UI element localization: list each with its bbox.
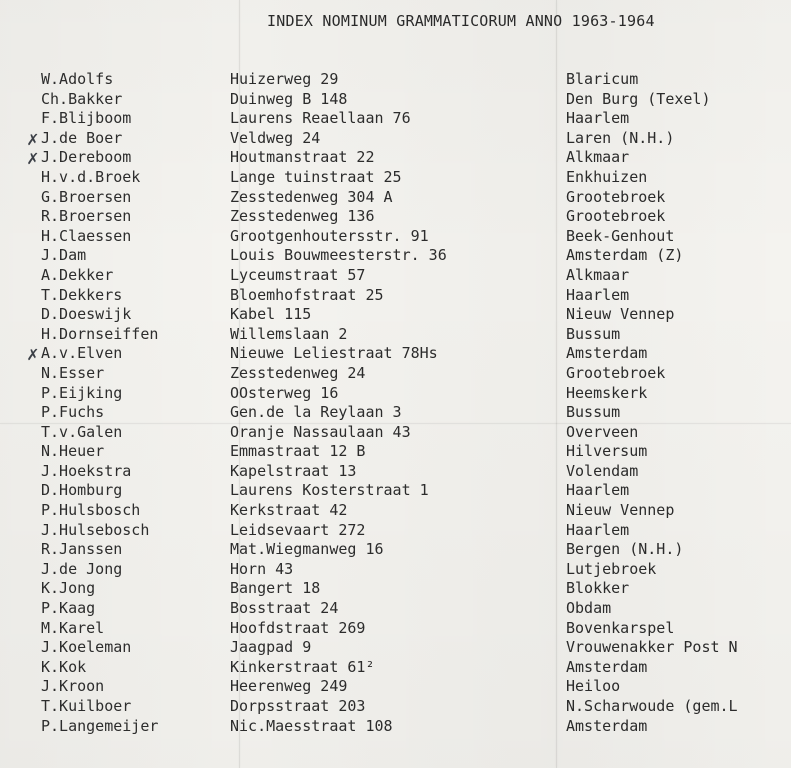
list-item	[0, 384, 791, 404]
student-name: J.Koeleman	[41, 638, 132, 657]
student-name: G.Broersen	[41, 187, 132, 206]
list-item	[0, 579, 791, 599]
street-address: Lyceumstraat 57	[230, 265, 366, 284]
street-address: Zesstedenweg 136	[230, 207, 375, 226]
city: Bergen (N.H.)	[566, 540, 684, 559]
city: Blaricum	[566, 70, 639, 88]
list-item	[0, 481, 791, 501]
student-name: J.de Boer	[41, 128, 123, 147]
city: Haarlem	[566, 285, 630, 304]
city: Amsterdam	[566, 716, 648, 735]
student-name: R.Janssen	[41, 540, 123, 559]
city: Alkmaar	[566, 265, 630, 284]
city: Heiloo	[566, 677, 621, 696]
city: Blokker	[566, 579, 630, 598]
student-name: H.Dornseiffen	[41, 324, 159, 343]
city: Alkmaar	[566, 148, 630, 167]
student-name: M.Karel	[41, 618, 105, 637]
street-address: Heerenweg 249	[230, 677, 348, 696]
student-name: H.Claessen	[41, 226, 132, 245]
student-name: A.Dekker	[41, 265, 114, 284]
list-item	[0, 697, 791, 717]
street-address: Zesstedenweg 304 A	[230, 187, 393, 206]
city: Grootebroek	[566, 187, 666, 206]
city: Grootebroek	[566, 207, 666, 226]
student-name: J.Kroon	[41, 677, 105, 696]
street-address: Grootgenhoutersstr. 91	[230, 226, 429, 245]
list-item	[0, 619, 791, 639]
list-item	[0, 266, 791, 286]
list-item	[0, 638, 791, 658]
street-address: Jaagpad 9	[230, 638, 312, 657]
street-address: Nieuwe Leliestraat 78Hs	[230, 344, 438, 363]
student-name: J.de Jong	[41, 559, 123, 578]
handwritten-mark-icon: ✗	[27, 147, 39, 170]
list-item	[0, 442, 791, 462]
street-address: Horn 43	[230, 559, 294, 578]
city: Obdam	[566, 599, 612, 618]
student-name: H.v.d.Broek	[41, 167, 141, 186]
student-name: T.Dekkers	[41, 285, 123, 304]
street-address: Laurens Kosterstraat 1	[230, 481, 429, 500]
street-address: Kabel 115	[230, 305, 312, 324]
list-item	[0, 227, 791, 247]
street-address: Willemslaan 2	[230, 324, 348, 343]
street-address: Gen.de la Reylaan 3	[230, 403, 402, 422]
city: Hilversum	[566, 442, 648, 461]
street-address: Veldweg 24	[230, 128, 321, 147]
street-address: Houtmanstraat 22	[230, 148, 375, 167]
city: Volendam	[566, 461, 639, 480]
student-name: J.Hulsebosch	[41, 520, 150, 539]
list-item	[0, 246, 791, 266]
list-item	[0, 403, 791, 423]
street-address: Bangert 18	[230, 579, 321, 598]
city: Haarlem	[566, 520, 630, 539]
street-address: Dorpsstraat 203	[230, 697, 366, 715]
list-item	[0, 207, 791, 227]
city: Lutjebroek	[566, 559, 657, 578]
city: Bussum	[566, 403, 621, 422]
student-name: K.Kok	[41, 657, 87, 676]
street-address: Laurens Reaellaan 76	[230, 109, 411, 128]
student-name: W.Adolfs	[41, 70, 114, 88]
handwritten-mark-icon: ✗	[27, 343, 39, 366]
city: Haarlem	[566, 109, 630, 128]
student-name: D.Homburg	[41, 481, 123, 500]
street-address: Bloemhofstraat 25	[230, 285, 384, 304]
list-item	[0, 286, 791, 306]
list-item	[0, 677, 791, 697]
list-item	[0, 70, 791, 90]
street-address: Kerkstraat 42	[230, 501, 348, 520]
student-name: P.Fuchs	[41, 403, 105, 422]
list-item	[0, 344, 791, 364]
student-name: J.Hoekstra	[41, 461, 132, 480]
student-name: N.Heuer	[41, 442, 105, 461]
handwritten-mark-icon: ✗	[27, 127, 39, 150]
student-name: R.Broersen	[41, 207, 132, 226]
street-address: Kinkerstraat 61²	[230, 657, 375, 676]
city: Den Burg (Texel)	[566, 89, 711, 108]
list-item	[0, 168, 791, 188]
city: Beek-Genhout	[566, 226, 675, 245]
list-item	[0, 364, 791, 384]
student-name: T.v.Galen	[41, 422, 123, 441]
street-address: Oranje Nassaulaan 43	[230, 422, 411, 441]
city: Nieuw Vennep	[566, 305, 675, 324]
document-title: INDEX NOMINUM GRAMMATICORUM ANNO 1963-1964	[267, 12, 655, 30]
city: Amsterdam	[566, 657, 648, 676]
student-name: P.Langemeijer	[41, 716, 159, 735]
list-item	[0, 462, 791, 482]
city: Amsterdam	[566, 344, 648, 363]
city: Grootebroek	[566, 363, 666, 382]
list-item	[0, 129, 791, 149]
student-name: P.Eijking	[41, 383, 123, 402]
list-item	[0, 305, 791, 325]
list-item	[0, 148, 791, 168]
student-name: K.Jong	[41, 579, 96, 598]
city: Heemskerk	[566, 383, 648, 402]
student-name: A.v.Elven	[41, 344, 123, 363]
student-name: P.Kaag	[41, 599, 96, 618]
list-item	[0, 521, 791, 541]
student-name: P.Hulsbosch	[41, 501, 141, 520]
street-address: Emmastraat 12 B	[230, 442, 366, 461]
student-name: J.Dereboom	[41, 148, 132, 167]
street-address: Nic.Maesstraat 108	[230, 716, 393, 735]
list-item	[0, 717, 791, 737]
city: Laren (N.H.)	[566, 128, 675, 147]
list-item	[0, 325, 791, 345]
street-address: Mat.Wiegmanweg 16	[230, 540, 384, 559]
student-name: F.Blijboom	[41, 109, 132, 128]
street-address: Huizerweg 29	[230, 70, 339, 88]
street-address: Bosstraat 24	[230, 599, 339, 618]
list-item	[0, 501, 791, 521]
student-name: T.Kuilboer	[41, 697, 132, 715]
street-address: Duinweg B 148	[230, 89, 348, 108]
list-item	[0, 560, 791, 580]
list-item	[0, 109, 791, 129]
list-item	[0, 90, 791, 110]
student-name: N.Esser	[41, 363, 105, 382]
city: Bussum	[566, 324, 621, 343]
list-item	[0, 423, 791, 443]
street-address: Kapelstraat 13	[230, 461, 357, 480]
street-address: Leidsevaart 272	[230, 520, 366, 539]
street-address: Hoofdstraat 269	[230, 618, 366, 637]
street-address: Zesstedenweg 24	[230, 363, 366, 382]
list-item	[0, 188, 791, 208]
student-index-list	[0, 70, 791, 736]
city: Amsterdam (Z)	[566, 246, 684, 265]
student-name: D.Doeswijk	[41, 305, 132, 324]
street-address: Louis Bouwmeesterstr. 36	[230, 246, 447, 265]
city: N.Scharwoude (gem.L	[566, 697, 738, 715]
city: Overveen	[566, 422, 639, 441]
city: Bovenkarspel	[566, 618, 675, 637]
city: Haarlem	[566, 481, 630, 500]
city: Enkhuizen	[566, 167, 648, 186]
street-address: Lange tuinstraat 25	[230, 167, 402, 186]
city: Nieuw Vennep	[566, 501, 675, 520]
street-address: OOsterweg 16	[230, 383, 339, 402]
list-item	[0, 658, 791, 678]
list-item	[0, 540, 791, 560]
city: Vrouwenakker Post N	[566, 638, 738, 657]
list-item	[0, 599, 791, 619]
student-name: J.Dam	[41, 246, 87, 265]
student-name: Ch.Bakker	[41, 89, 123, 108]
